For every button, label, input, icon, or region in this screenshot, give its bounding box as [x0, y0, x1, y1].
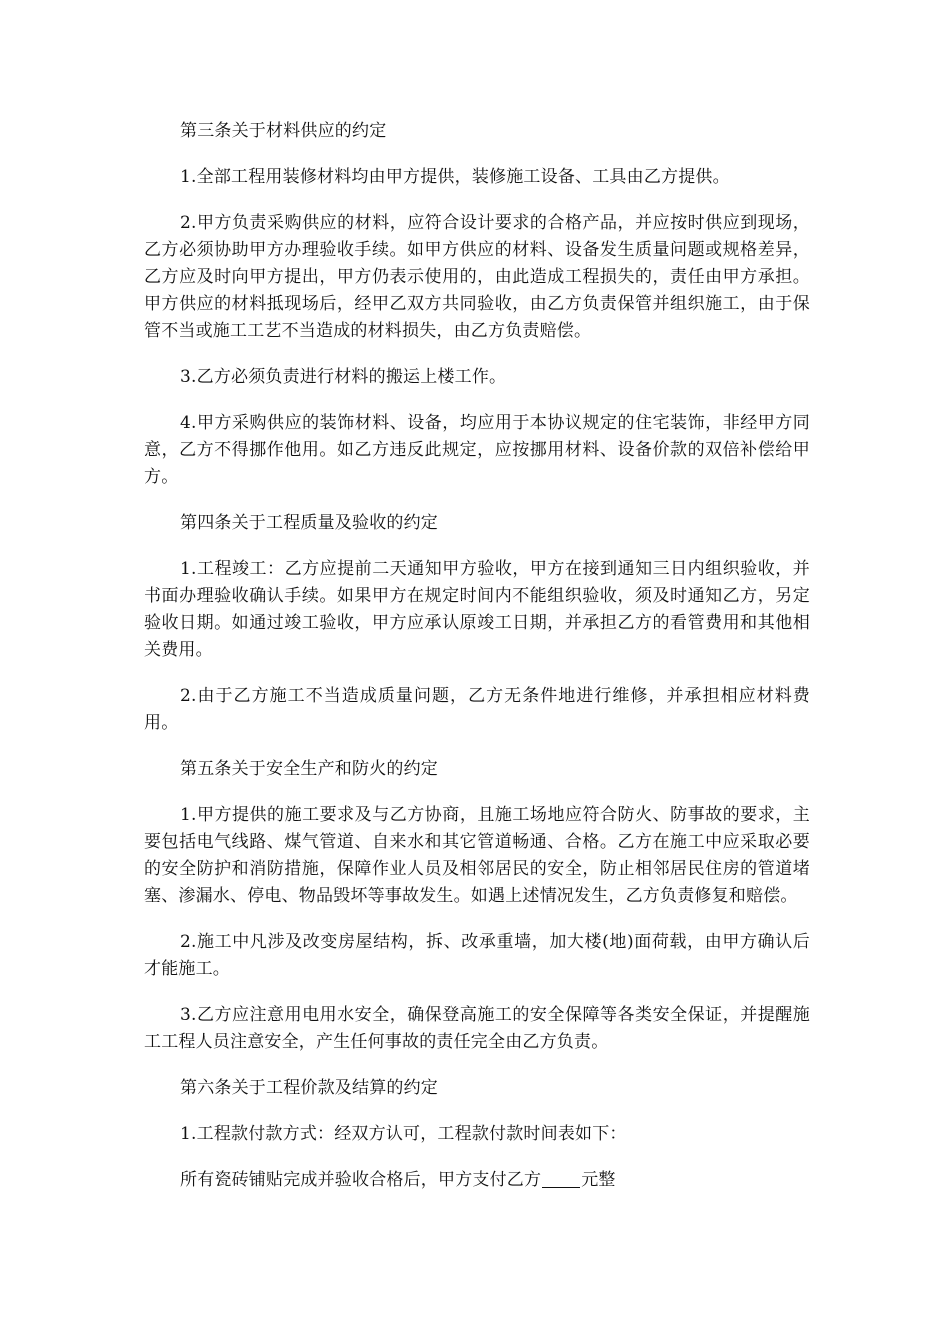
section-6-heading: 第六条关于工程价款及结算的约定: [180, 1078, 438, 1098]
section-4-paragraph-2: 2.由于乙方施工不当造成质量问题，乙方无条件地进行维修，并承担相应材料费用。: [144, 686, 810, 733]
section-6-paragraph-1: 1.工程款付款方式：经双方认可，工程款付款时间表如下：: [180, 1124, 627, 1144]
section-3-paragraph-3: 3.乙方必须负责进行材料的搬运上楼工作。: [180, 367, 507, 387]
section-5-paragraph-2: 2.施工中凡涉及改变房屋结构，拆、改承重墙，加大楼(地)面荷载，由甲方确认后才能施工。: [144, 932, 810, 979]
section-3-paragraph-1: 1.全部工程用装修材料均由甲方提供，装修施工设备、工具由乙方提供。: [180, 167, 730, 187]
document-page: [144, 118, 810, 1213]
amount-blank: [542, 1186, 580, 1188]
section-3-paragraph-4: 4.甲方采购供应的装饰材料、设备，均应用于本协议规定的住宅装饰，非经甲方同意，乙方不得挪作他用。如乙方违反此规定，应按挪用材料、设备价款的双倍补偿给甲方。: [144, 413, 810, 487]
payment-clause-suffix: 元整: [581, 1170, 616, 1190]
section-3-heading: 第三条关于材料供应的约定: [180, 121, 387, 141]
section-5-paragraph-1: 1.甲方提供的施工要求及与乙方协商，且施工场地应符合防火、防事故的要求，主要包括电气线路、煤气管道、自来水和其它管道畅通、合格。乙方在施工中应采取必要的安全防护和消防措施，保障作业人员及相邻居民的安全，防止相邻居民住房的管道堵塞、渗漏水、停电、物品毁坏等事故发生。如遇上述情况发生，乙方负责修复和赔偿。: [144, 805, 810, 906]
payment-clause-line: [144, 1167, 810, 1194]
section-4-paragraph-1: 1.工程竣工：乙方应提前二天通知甲方验收，甲方在接到通知三日内组织验收，并书面办理验收确认手续。如果甲方在规定时间内不能组织验收，须及时通知乙方，另定验收日期。如通过竣工验收，甲方应承认原竣工日期，并承担乙方的看管费用和其他相关费用。: [144, 559, 810, 660]
section-3-paragraph-2: 2.甲方负责采购供应的材料，应符合设计要求的合格产品，并应按时供应到现场，乙方必须协助甲方办理验收手续。如甲方供应的材料、设备发生质量问题或规格差异，乙方应及时向甲方提出，甲方仍表示使用的，由此造成工程损失的，责任由甲方承担。甲方供应的材料抵现场后，经甲乙双方共同验收，由乙方负责保管并组织施工，由于保管不当或施工工艺不当造成的材料损失，由乙方负责赔偿。: [144, 213, 810, 341]
section-5-paragraph-3: 3.乙方应注意用电用水安全，确保登高施工的安全保障等各类安全保证，并提醒施工工程人员注意安全，产生任何事故的责任完全由乙方负责。: [144, 1005, 810, 1052]
section-4-heading: 第四条关于工程质量及验收的约定: [180, 513, 438, 533]
section-5-heading: 第五条关于安全生产和防火的约定: [180, 759, 438, 779]
payment-clause-text: 所有瓷砖铺贴完成并验收合格后，甲方支付乙方: [180, 1170, 542, 1190]
